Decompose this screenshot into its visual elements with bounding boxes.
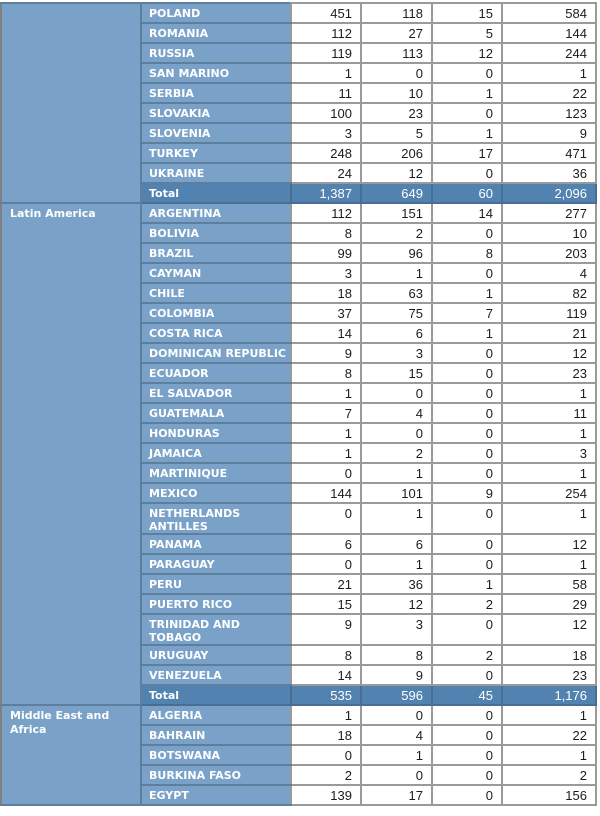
value-cell: 24: [291, 163, 361, 183]
value-cell: 2: [291, 765, 361, 785]
value-cell: 451: [291, 3, 361, 23]
value-cell: 123: [502, 103, 596, 123]
country-name-cell: SLOVENIA: [141, 123, 291, 143]
value-cell: 9: [361, 665, 432, 685]
value-cell: 119: [291, 43, 361, 63]
value-cell: 0: [432, 534, 502, 554]
value-cell: 15: [291, 594, 361, 614]
value-cell: 22: [502, 83, 596, 103]
value-cell: 3: [291, 123, 361, 143]
value-cell: 82: [502, 283, 596, 303]
value-cell: 21: [502, 323, 596, 343]
total-value-cell: 2,096: [502, 183, 596, 203]
value-cell: 1: [361, 463, 432, 483]
value-cell: 14: [432, 203, 502, 223]
value-cell: 471: [502, 143, 596, 163]
value-cell: 17: [361, 785, 432, 805]
value-cell: 0: [432, 745, 502, 765]
value-cell: 3: [361, 343, 432, 363]
value-cell: 8: [291, 363, 361, 383]
value-cell: 0: [432, 503, 502, 534]
value-cell: 18: [291, 725, 361, 745]
value-cell: 1: [502, 383, 596, 403]
value-cell: 10: [502, 223, 596, 243]
country-name-cell: ALGERIA: [141, 705, 291, 725]
value-cell: 5: [432, 23, 502, 43]
value-cell: 0: [361, 765, 432, 785]
value-cell: 1: [502, 503, 596, 534]
value-cell: 8: [291, 645, 361, 665]
value-cell: 0: [432, 343, 502, 363]
value-cell: 99: [291, 243, 361, 263]
value-cell: 23: [502, 363, 596, 383]
value-cell: 100: [291, 103, 361, 123]
value-cell: 118: [361, 3, 432, 23]
value-cell: 1: [502, 745, 596, 765]
region-cell: Middle East and Africa: [1, 705, 141, 805]
value-cell: 206: [361, 143, 432, 163]
value-cell: 0: [432, 554, 502, 574]
value-cell: 27: [361, 23, 432, 43]
country-name-cell: MEXICO: [141, 483, 291, 503]
value-cell: 11: [291, 83, 361, 103]
country-row: [1, 3, 596, 23]
value-cell: 2: [361, 223, 432, 243]
value-cell: 112: [291, 23, 361, 43]
value-cell: 18: [291, 283, 361, 303]
value-cell: 254: [502, 483, 596, 503]
value-cell: 12: [502, 343, 596, 363]
country-name-cell: EGYPT: [141, 785, 291, 805]
country-name-cell: SERBIA: [141, 83, 291, 103]
value-cell: 3: [502, 443, 596, 463]
total-value-cell: 649: [361, 183, 432, 203]
value-cell: 1: [432, 83, 502, 103]
value-cell: 9: [432, 483, 502, 503]
value-cell: 7: [291, 403, 361, 423]
value-cell: 1: [291, 443, 361, 463]
value-cell: 112: [291, 203, 361, 223]
country-name-cell: VENEZUELA: [141, 665, 291, 685]
country-name-cell: BAHRAIN: [141, 725, 291, 745]
value-cell: 0: [361, 705, 432, 725]
value-cell: 2: [432, 645, 502, 665]
country-name-cell: BOTSWANA: [141, 745, 291, 765]
value-cell: 156: [502, 785, 596, 805]
value-cell: 1: [361, 554, 432, 574]
total-label-cell: Total: [141, 183, 291, 203]
value-cell: 8: [361, 645, 432, 665]
total-value-cell: 535: [291, 685, 361, 705]
value-cell: 0: [432, 163, 502, 183]
value-cell: 0: [432, 665, 502, 685]
value-cell: 6: [361, 323, 432, 343]
value-cell: 0: [432, 423, 502, 443]
value-cell: 0: [432, 725, 502, 745]
value-cell: 10: [361, 83, 432, 103]
country-name-cell: SLOVAKIA: [141, 103, 291, 123]
value-cell: 203: [502, 243, 596, 263]
country-row: [1, 705, 596, 725]
value-cell: 277: [502, 203, 596, 223]
country-name-cell: MARTINIQUE: [141, 463, 291, 483]
value-cell: 151: [361, 203, 432, 223]
value-cell: 1: [361, 263, 432, 283]
value-cell: 63: [361, 283, 432, 303]
value-cell: 0: [361, 383, 432, 403]
value-cell: 113: [361, 43, 432, 63]
value-cell: 14: [291, 323, 361, 343]
value-cell: 1: [502, 705, 596, 725]
country-name-cell: POLAND: [141, 3, 291, 23]
region-cell: [1, 3, 141, 203]
total-value-cell: 1,176: [502, 685, 596, 705]
value-cell: 11: [502, 403, 596, 423]
country-name-cell: BURKINA FASO: [141, 765, 291, 785]
value-cell: 0: [291, 463, 361, 483]
value-cell: 101: [361, 483, 432, 503]
country-name-cell: CHILE: [141, 283, 291, 303]
country-name-cell: PARAGUAY: [141, 554, 291, 574]
total-label-cell: Total: [141, 685, 291, 705]
country-name-cell: COLOMBIA: [141, 303, 291, 323]
total-value-cell: 45: [432, 685, 502, 705]
country-name-cell: TRINIDAD AND TOBAGO: [141, 614, 291, 645]
regions-countries-table: [0, 2, 597, 806]
value-cell: 75: [361, 303, 432, 323]
country-name-cell: NETHERLANDS ANTILLES: [141, 503, 291, 534]
value-cell: 1: [291, 423, 361, 443]
country-name-cell: COSTA RICA: [141, 323, 291, 343]
value-cell: 8: [291, 223, 361, 243]
value-cell: 36: [502, 163, 596, 183]
value-cell: 1: [291, 705, 361, 725]
value-cell: 12: [361, 163, 432, 183]
value-cell: 1: [502, 554, 596, 574]
country-name-cell: ECUADOR: [141, 363, 291, 383]
country-name-cell: RUSSIA: [141, 43, 291, 63]
value-cell: 2: [361, 443, 432, 463]
value-cell: 0: [361, 63, 432, 83]
value-cell: 6: [291, 534, 361, 554]
value-cell: 2: [502, 765, 596, 785]
total-value-cell: 596: [361, 685, 432, 705]
value-cell: 0: [432, 463, 502, 483]
country-name-cell: BRAZIL: [141, 243, 291, 263]
country-name-cell: TURKEY: [141, 143, 291, 163]
value-cell: 0: [291, 745, 361, 765]
value-cell: 0: [291, 503, 361, 534]
value-cell: 0: [432, 383, 502, 403]
value-cell: 18: [502, 645, 596, 665]
country-name-cell: EL SALVADOR: [141, 383, 291, 403]
value-cell: 1: [291, 383, 361, 403]
value-cell: 29: [502, 594, 596, 614]
value-cell: 4: [502, 263, 596, 283]
value-cell: 0: [432, 363, 502, 383]
country-row: [1, 203, 596, 223]
value-cell: 15: [361, 363, 432, 383]
total-value-cell: 60: [432, 183, 502, 203]
value-cell: 0: [361, 423, 432, 443]
value-cell: 139: [291, 785, 361, 805]
value-cell: 4: [361, 725, 432, 745]
value-cell: 0: [432, 103, 502, 123]
value-cell: 6: [361, 534, 432, 554]
country-name-cell: UKRAINE: [141, 163, 291, 183]
value-cell: 23: [502, 665, 596, 685]
value-cell: 0: [432, 765, 502, 785]
value-cell: 15: [432, 3, 502, 23]
country-name-cell: JAMAICA: [141, 443, 291, 463]
value-cell: 12: [432, 43, 502, 63]
country-name-cell: PUERTO RICO: [141, 594, 291, 614]
value-cell: 14: [291, 665, 361, 685]
value-cell: 0: [432, 403, 502, 423]
value-cell: 1: [361, 503, 432, 534]
value-cell: 58: [502, 574, 596, 594]
value-cell: 37: [291, 303, 361, 323]
value-cell: 3: [361, 614, 432, 645]
value-cell: 22: [502, 725, 596, 745]
value-cell: 23: [361, 103, 432, 123]
value-cell: 0: [291, 554, 361, 574]
value-cell: 1: [432, 323, 502, 343]
value-cell: 96: [361, 243, 432, 263]
value-cell: 8: [432, 243, 502, 263]
country-name-cell: ROMANIA: [141, 23, 291, 43]
country-name-cell: SAN MARINO: [141, 63, 291, 83]
value-cell: 144: [502, 23, 596, 43]
value-cell: 0: [432, 263, 502, 283]
value-cell: 248: [291, 143, 361, 163]
value-cell: 119: [502, 303, 596, 323]
value-cell: 12: [502, 614, 596, 645]
value-cell: 36: [361, 574, 432, 594]
value-cell: 0: [432, 614, 502, 645]
value-cell: 9: [502, 123, 596, 143]
value-cell: 5: [361, 123, 432, 143]
value-cell: 0: [432, 785, 502, 805]
value-cell: 9: [291, 343, 361, 363]
value-cell: 1: [502, 423, 596, 443]
value-cell: 1: [291, 63, 361, 83]
country-name-cell: PERU: [141, 574, 291, 594]
value-cell: 12: [502, 534, 596, 554]
value-cell: 21: [291, 574, 361, 594]
value-cell: 0: [432, 223, 502, 243]
country-name-cell: ARGENTINA: [141, 203, 291, 223]
country-name-cell: GUATEMALA: [141, 403, 291, 423]
value-cell: 2: [432, 594, 502, 614]
country-name-cell: PANAMA: [141, 534, 291, 554]
country-name-cell: HONDURAS: [141, 423, 291, 443]
value-cell: 17: [432, 143, 502, 163]
value-cell: 9: [291, 614, 361, 645]
value-cell: 4: [361, 403, 432, 423]
value-cell: 1: [361, 745, 432, 765]
total-value-cell: 1,387: [291, 183, 361, 203]
value-cell: 1: [502, 63, 596, 83]
value-cell: 244: [502, 43, 596, 63]
value-cell: 12: [361, 594, 432, 614]
value-cell: 584: [502, 3, 596, 23]
value-cell: 1: [432, 123, 502, 143]
value-cell: 144: [291, 483, 361, 503]
value-cell: 1: [502, 463, 596, 483]
value-cell: 7: [432, 303, 502, 323]
country-name-cell: URUGUAY: [141, 645, 291, 665]
value-cell: 1: [432, 283, 502, 303]
value-cell: 0: [432, 705, 502, 725]
value-cell: 0: [432, 443, 502, 463]
value-cell: 1: [432, 574, 502, 594]
value-cell: 3: [291, 263, 361, 283]
country-name-cell: CAYMAN: [141, 263, 291, 283]
country-name-cell: BOLIVIA: [141, 223, 291, 243]
region-cell: Latin America: [1, 203, 141, 705]
country-name-cell: DOMINICAN REPUBLIC: [141, 343, 291, 363]
value-cell: 0: [432, 63, 502, 83]
